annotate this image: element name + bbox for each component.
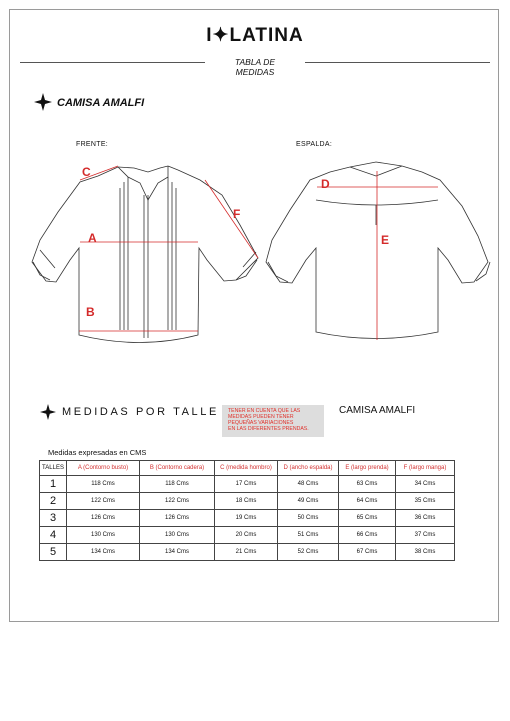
size-cell: 5 bbox=[40, 544, 67, 561]
value-cell: 50 Cms bbox=[278, 510, 339, 527]
note-line: TENER EN CUENTA QUE LAS bbox=[228, 408, 301, 414]
value-cell: 63 Cms bbox=[339, 476, 396, 493]
value-cell: 48 Cms bbox=[278, 476, 339, 493]
note-line: PEQUEÑAS VARIACIONES bbox=[228, 420, 294, 426]
size-cell: 4 bbox=[40, 527, 67, 544]
value-cell: 21 Cms bbox=[215, 544, 278, 561]
value-cell: 126 Cms bbox=[67, 510, 140, 527]
note-line: EN LAS DIFERENTES PRENDAS. bbox=[228, 426, 309, 432]
table-row bbox=[40, 510, 455, 527]
table-row bbox=[40, 527, 455, 544]
brand-logo: I✦LATINA bbox=[206, 25, 304, 46]
subtitle-line-1: TABLA DE bbox=[234, 57, 276, 67]
value-cell: 134 Cms bbox=[67, 544, 140, 561]
value-cell: 35 Cms bbox=[396, 493, 455, 510]
size-cell: 3 bbox=[40, 510, 67, 527]
measure-letter-a: A bbox=[88, 231, 97, 245]
value-cell: 126 Cms bbox=[140, 510, 215, 527]
value-cell: 67 Cms bbox=[339, 544, 396, 561]
value-cell: 134 Cms bbox=[140, 544, 215, 561]
value-cell: 19 Cms bbox=[215, 510, 278, 527]
measure-letter-f: F bbox=[233, 207, 241, 221]
header-talles: TALLES bbox=[40, 461, 67, 476]
value-cell: 38 Cms bbox=[396, 544, 455, 561]
table-row bbox=[40, 476, 455, 493]
value-cell: 122 Cms bbox=[140, 493, 215, 510]
back-measure-lines bbox=[317, 171, 438, 340]
back-shirt-drawing bbox=[266, 162, 490, 339]
header-e: E (largo prenda) bbox=[339, 461, 396, 476]
value-cell: 118 Cms bbox=[67, 476, 140, 493]
header-f: F (largo manga) bbox=[396, 461, 455, 476]
value-cell: 66 Cms bbox=[339, 527, 396, 544]
value-cell: 130 Cms bbox=[67, 527, 140, 544]
garment-section-title: CAMISA AMALFI bbox=[57, 97, 145, 109]
value-cell: 64 Cms bbox=[339, 493, 396, 510]
size-cell: 1 bbox=[40, 476, 67, 493]
table-row bbox=[40, 493, 455, 510]
table-header-row bbox=[40, 461, 455, 476]
sizes-section-title: MEDIDAS POR TALLE bbox=[62, 406, 219, 418]
value-cell: 52 Cms bbox=[278, 544, 339, 561]
value-cell: 18 Cms bbox=[215, 493, 278, 510]
subtitle-line-2: MEDIDAS bbox=[235, 67, 275, 77]
value-cell: 36 Cms bbox=[396, 510, 455, 527]
size-cell: 2 bbox=[40, 493, 67, 510]
value-cell: 122 Cms bbox=[67, 493, 140, 510]
front-measure-lines bbox=[79, 166, 258, 331]
header-b: B (Contorno cadera) bbox=[140, 461, 215, 476]
note-line: MEDIDAS PUEDEN TENER bbox=[228, 414, 294, 420]
value-cell: 20 Cms bbox=[215, 527, 278, 544]
table-row bbox=[40, 544, 455, 561]
value-cell: 17 Cms bbox=[215, 476, 278, 493]
value-cell: 118 Cms bbox=[140, 476, 215, 493]
value-cell: 130 Cms bbox=[140, 527, 215, 544]
value-cell: 34 Cms bbox=[396, 476, 455, 493]
value-cell: 51 Cms bbox=[278, 527, 339, 544]
front-view-label: FRENTE: bbox=[76, 141, 109, 148]
measure-letter-d: D bbox=[321, 177, 330, 191]
value-cell: 65 Cms bbox=[339, 510, 396, 527]
star-icon bbox=[40, 404, 56, 420]
front-shirt-drawing bbox=[32, 166, 258, 343]
header-c: C (medida hombro) bbox=[215, 461, 278, 476]
size-table bbox=[39, 460, 455, 561]
header-d: D (ancho espalda) bbox=[278, 461, 339, 476]
measure-letter-b: B bbox=[86, 305, 95, 319]
model-name: CAMISA AMALFI bbox=[339, 405, 416, 416]
header-a: A (Contorno busto) bbox=[67, 461, 140, 476]
table-caption: Medidas expresadas en CMS bbox=[48, 448, 147, 457]
back-view-label: ESPALDA: bbox=[296, 141, 333, 148]
value-cell: 37 Cms bbox=[396, 527, 455, 544]
value-cell: 49 Cms bbox=[278, 493, 339, 510]
variation-note bbox=[222, 405, 324, 437]
measure-letter-c: C bbox=[82, 165, 91, 179]
measure-letter-e: E bbox=[381, 233, 390, 247]
